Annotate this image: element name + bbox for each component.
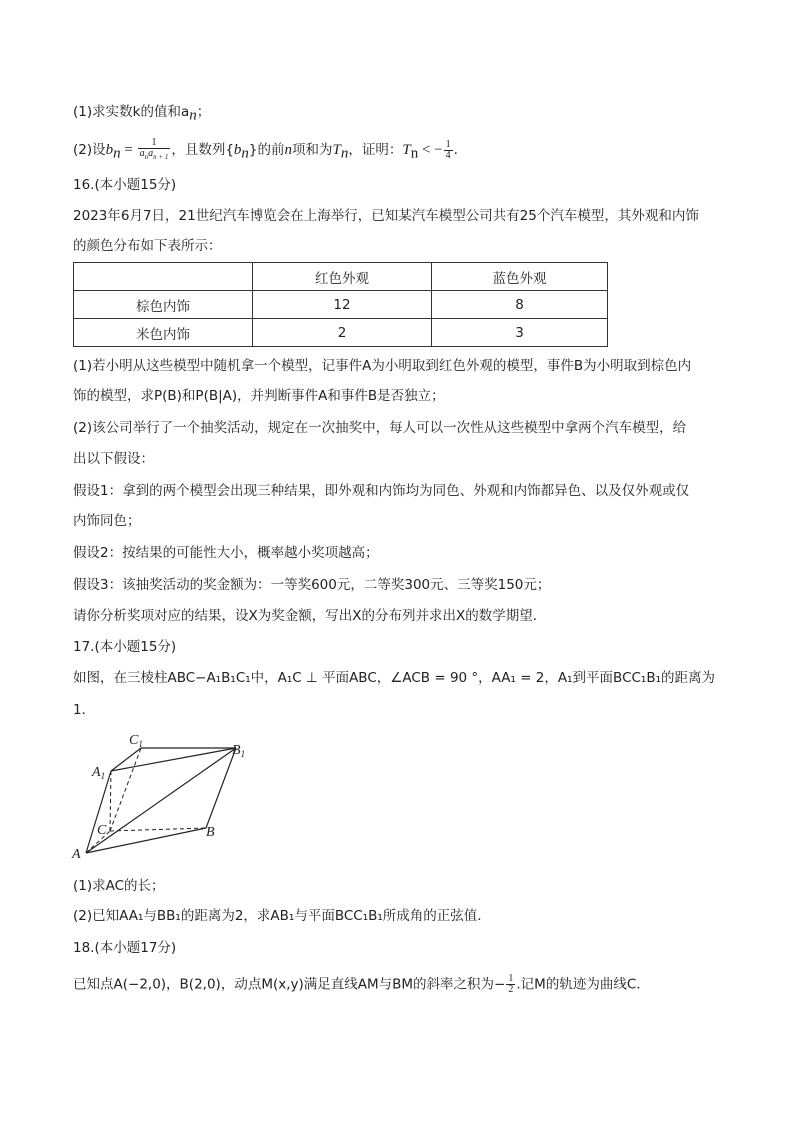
p17-line1: 如图，在三棱柱ABC−A₁B₁C₁中，A₁C ⊥ 平面ABC，∠ACB = 90 °，AA₁ = 2，A₁到平面BCC₁B₁的距离为 [73,670,716,686]
p17-header: 17.(本小题15分) [73,639,177,655]
p16-hypothesis2: 假设2：按结果的可能性大小，概率越小奖项越高； [73,545,379,561]
p15-q2-mid1: ，且数列{ [171,142,234,158]
edge-B1B [206,748,236,828]
p15-q1-end: ； [196,104,211,120]
p15-q1-sub: n [189,107,197,124]
edge-A1C1 [111,748,141,771]
p16-hypothesis3: 假设3：该抽奖活动的奖金额为：一等奖600元，二等奖300元、三等奖150元； [73,577,551,593]
edge-A1B1 [111,748,236,771]
label-B: B [206,825,215,840]
table-cell: 12 [253,291,432,319]
p15-q2-n: n [113,145,121,162]
p15-q2-quarter [444,140,453,161]
p15-q2-mid4: ，证明： [348,142,403,158]
p18-half-fraction [506,974,515,995]
table-header-cell: 蓝色外观 [432,263,608,291]
color-distribution-table [73,262,608,347]
p15-q2-T2: T [402,142,411,158]
p15-q1 [73,102,210,126]
label-C: C [97,823,107,838]
p15-q2-lt: < − [418,142,443,158]
table-cell: 米色内饰 [74,319,253,347]
table-row [74,291,608,319]
p15-frac-den-a1: a [139,148,145,159]
prism-figure [70,728,270,868]
p15-q2-Tn: n [340,145,349,162]
table-cell: 棕色内饰 [74,291,253,319]
p15-frac-den-a2: a [148,148,154,159]
p16-intro-line1: 2023年6月7日，21世纪汽车博览会在上海举行，已知某汽车模型公司共有25个汽车模型，其外观和内饰 [73,208,699,224]
p18-frac-den: 2 [508,984,514,995]
p15-q1-text: (1)求实数k的值和a [73,104,190,120]
edge-AA1 [86,771,111,853]
p15-frac-den-sub1: n [144,153,149,161]
label-A1: $A_1$ [92,765,106,781]
table-header-cell: 红色外观 [253,263,432,291]
p15-quarter-num: 1 [445,138,451,150]
p18-line1 [73,974,650,995]
p15-frac-num: 1 [138,138,171,149]
p15-q2-pre: (2)设 [73,142,106,158]
table-header-cell [74,263,253,291]
p16-ask: 请你分析奖项对应的结果，设X为奖金额，写出X的分布列并求出X的数学期望． [73,608,547,624]
edge-CA1 [110,771,111,831]
p15-q2-mid3: 项和为 [292,142,333,158]
table-row [74,319,608,347]
p15-q2-eq: = [120,142,137,158]
p15-q2-nvar: n [284,142,293,158]
p16-header: 16.(本小题15分) [73,177,177,193]
p15-q2-mid-n: n [241,145,249,162]
p17-q2: (2)已知AA₁与BB₁的距离为2，求AB₁与平面BCC₁B₁所成角的正弦值． [73,908,491,924]
p18-header: 18.(本小题17分) [73,940,177,956]
table-cell: 8 [432,291,608,319]
p15-q2-b: b [105,142,114,158]
p18-line1-pre: 已知点A(−2,0)，B(2,0)，动点M(x,y)满足直线AM与BM的斜率之积为− [73,976,506,993]
p18-frac-num: 1 [508,973,514,984]
p16-q2-line1: (2)该公司举行了一个抽奖活动，规定在一次抽奖中，每人可以一次性从这些模型中拿两个汽车模型，给 [73,420,687,436]
p16-q1-line2: 饰的模型，求P(B)和P(B|A)，并判断事件A和事件B是否独立； [73,388,445,404]
p15-quarter-den: 4 [445,149,451,161]
table-header-row [74,263,608,291]
table-cell: 2 [253,319,432,347]
p15-q2-T2n: n [410,145,419,162]
p15-frac-den [138,149,171,162]
p15-q2-end: . [453,142,458,158]
p15-q2-T: T [332,142,341,158]
p16-hypothesis1-line1: 假设1：拿到的两个模型会出现三种结果，即外观和内饰均为同色、外观和内饰都异色、以及仅外观或仅 [73,483,690,499]
p15-q2-mid2: }的前 [248,142,285,158]
label-C1: $C_1$ [129,733,143,749]
label-B1: $B_1$ [232,743,246,759]
p17-line2: 1． [73,702,96,718]
p15-q2-mid-b: b [233,142,242,158]
p17-q1: (1)求AC的长； [73,878,165,894]
p16-intro-line2: 的颜色分布如下表所示： [73,238,222,254]
p16-q2-line2: 出以下假设： [73,451,154,467]
p16-q1-line1: (1)若小明从这些模型中随机拿一个模型，记事件A为小明取到红色外观的模型，事件B为小明取到棕色内 [73,358,692,374]
p18-line1-post: .记M的轨迹为曲线C． [516,976,650,993]
p15-q2-fraction [138,138,171,162]
table-cell: 3 [432,319,608,347]
p15-q2 [73,138,458,164]
label-A: A [72,847,81,862]
p16-hypothesis1-line2: 内饰同色； [73,513,141,529]
p15-frac-den-sub2: n + 1 [153,153,169,161]
